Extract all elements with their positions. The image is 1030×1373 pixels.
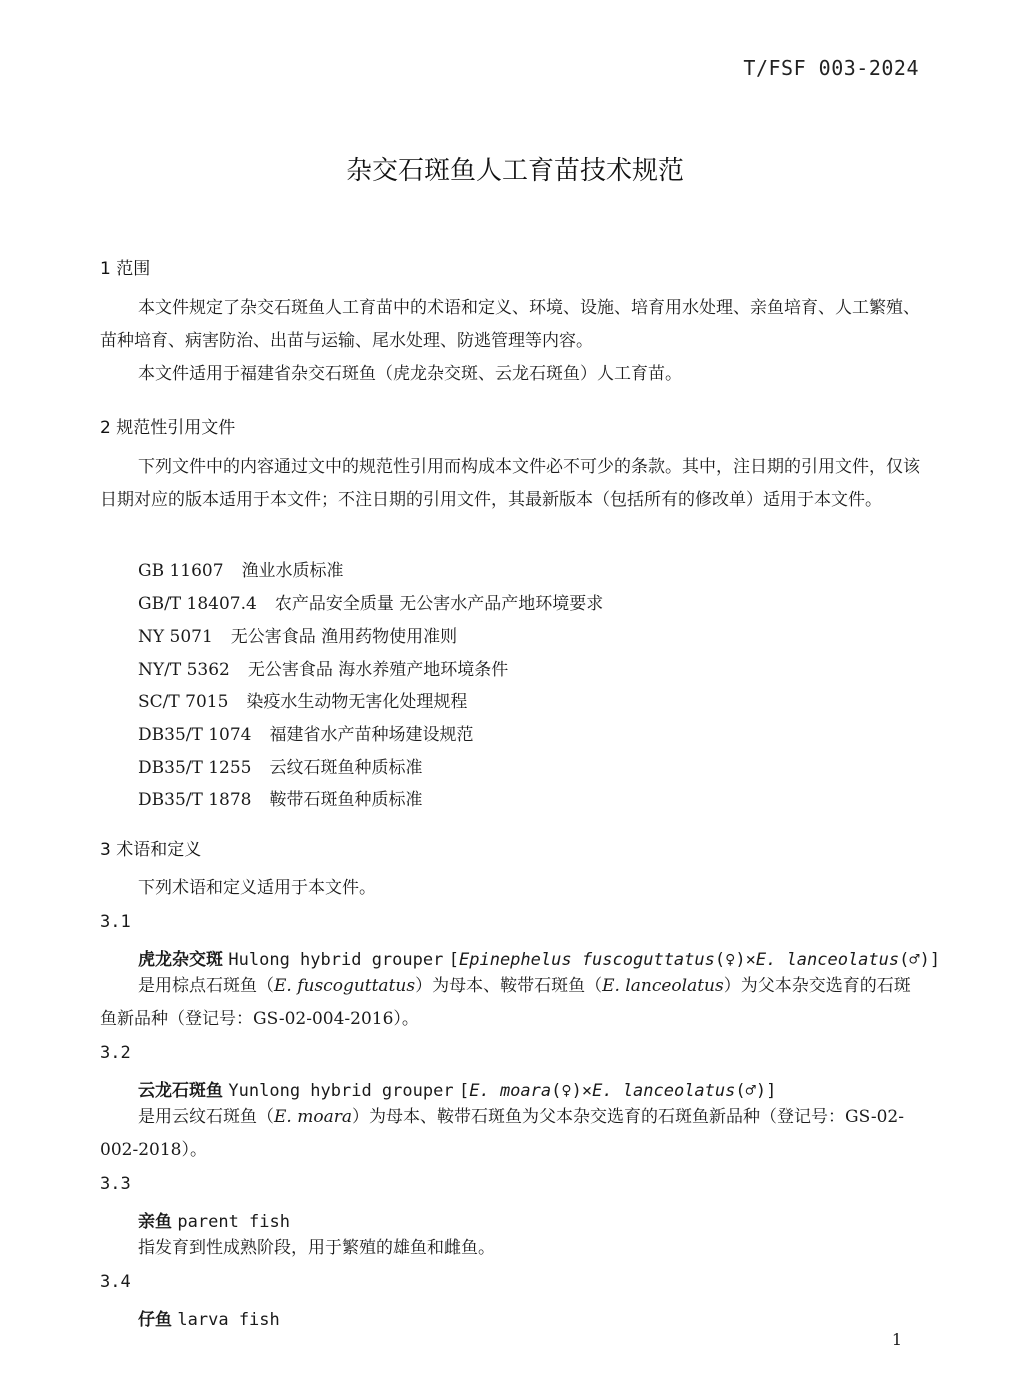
term-chinese-name: 虎龙杂交斑	[138, 950, 223, 970]
term-chinese-name: 云龙石斑鱼	[138, 1081, 223, 1101]
term-english-name: larva fish	[177, 1310, 280, 1330]
male-symbol: (♂)]	[899, 950, 941, 970]
term-heading	[138, 1207, 290, 1232]
term-number: 3.2	[100, 1043, 131, 1063]
term-heading	[138, 1305, 280, 1330]
terms-intro: 下列术语和定义适用于本文件。	[138, 878, 376, 898]
reference-title: 云纹石斑鱼种质标准	[269, 758, 423, 778]
term-number: 3.3	[100, 1174, 131, 1194]
term-scientific-name: E. lanceolatus	[755, 950, 900, 970]
term-bracket: [	[448, 950, 459, 970]
reference-item	[138, 720, 474, 745]
reference-code: DB35/T 1074	[138, 725, 252, 745]
reference-item	[138, 556, 344, 581]
term-number: 3.4	[100, 1272, 131, 1292]
reference-title: 染疫水生动物无害化处理规程	[246, 692, 468, 712]
term-bracket: [	[458, 1081, 470, 1101]
scope-paragraph-1	[100, 292, 920, 358]
reference-item	[138, 622, 457, 647]
reference-title: 无公害食品 海水养殖产地环境条件	[247, 660, 509, 680]
term-scientific-name: E. lanceolatus	[592, 1081, 736, 1101]
term-heading	[138, 1076, 776, 1101]
male-symbol: (♂)]	[735, 1081, 777, 1101]
reference-code: SC/T 7015	[138, 692, 229, 712]
term-number: 3.1	[100, 912, 131, 932]
reference-item	[138, 687, 467, 712]
species-name: E. lanceolatus	[602, 976, 724, 996]
reference-item	[138, 589, 603, 614]
reference-item	[138, 753, 423, 778]
scope-paragraph-2-text: 本文件适用于福建省杂交石斑鱼（虎龙杂交斑、云龙石斑鱼）人工育苗。	[138, 364, 682, 384]
female-symbol: (♀)×	[551, 1081, 593, 1101]
term-chinese-name: 亲鱼	[138, 1212, 172, 1232]
reference-code: DB35/T 1878	[138, 790, 252, 810]
term-english-name: parent fish	[177, 1212, 290, 1232]
term-english-name: Hulong hybrid grouper	[228, 950, 444, 970]
term-heading	[138, 945, 940, 970]
reference-item	[138, 785, 423, 810]
standard-code: T/FSF 003-2024	[743, 56, 919, 80]
term-chinese-name: 仔鱼	[138, 1310, 172, 1330]
term-english-name: Yunlong hybrid grouper	[228, 1081, 454, 1101]
document-title: 杂交石斑鱼人工育苗技术规范	[345, 156, 684, 186]
term-scientific-name: Epinephelus fuscoguttatus	[459, 950, 715, 970]
definition-text: 是用棕点石斑鱼（	[138, 976, 274, 996]
definition-text: ）为母本、鞍带石斑鱼（	[415, 976, 603, 996]
section-heading-normative-references: 2 规范性引用文件	[100, 418, 236, 438]
references-intro	[100, 451, 920, 517]
reference-title: 无公害食品 渔用药物使用准则	[230, 627, 458, 647]
term-definition: 指发育到性成熟阶段，用于繁殖的雄鱼和雌鱼。	[138, 1238, 495, 1258]
term-definition	[100, 970, 920, 1036]
references-intro-text: 下列文件中的内容通过文中的规范性引用而构成本文件必不可少的条款。其中，注日期的引用文件，仅该日期对应的版本适用于本文件；不注日期的引用文件，其最新版本（包括所有的修改单）适用于本文件。	[100, 457, 920, 510]
term-definition	[100, 1101, 920, 1167]
section-heading-scope: 1 范围	[100, 259, 151, 279]
reference-code: DB35/T 1255	[138, 758, 252, 778]
reference-title: 福建省水产苗种场建设规范	[269, 725, 474, 745]
reference-title: 渔业水质标准	[241, 561, 344, 581]
reference-code: GB/T 18407.4	[138, 594, 257, 614]
reference-code: NY/T 5362	[138, 660, 230, 680]
scope-paragraph-2	[100, 358, 920, 391]
definition-text: 是用云纹石斑鱼（	[138, 1107, 274, 1127]
reference-title: 鞍带石斑鱼种质标准	[269, 790, 423, 810]
definition-text: ）为母本、鞍带石斑鱼为父本杂交选育的石斑鱼新品种（登记号：GS-02-002-2018）。	[100, 1107, 904, 1160]
reference-title: 农产品安全质量 无公害水产品产地环境要求	[274, 594, 604, 614]
definition-text: ）为父本杂交选育的石斑鱼新品种（登记号：GS-02-004-2016）。	[100, 976, 911, 1029]
section-heading-terms-definitions: 3 术语和定义	[100, 840, 202, 860]
species-name: E. moara	[274, 1107, 352, 1127]
reference-item	[138, 655, 508, 680]
female-symbol: (♀)×	[714, 950, 756, 970]
scope-paragraph-1-text: 本文件规定了杂交石斑鱼人工育苗中的术语和定义、环境、设施、培育用水处理、亲鱼培育、人工繁殖、苗种培育、病害防治、出苗与运输、尾水处理、防逃管理等内容。	[100, 298, 920, 351]
term-scientific-name: E. moara	[469, 1081, 552, 1101]
page-number: 1	[891, 1330, 902, 1349]
reference-code: NY 5071	[138, 627, 213, 647]
reference-code: GB 11607	[138, 561, 224, 581]
species-name: E. fuscoguttatus	[274, 976, 416, 996]
